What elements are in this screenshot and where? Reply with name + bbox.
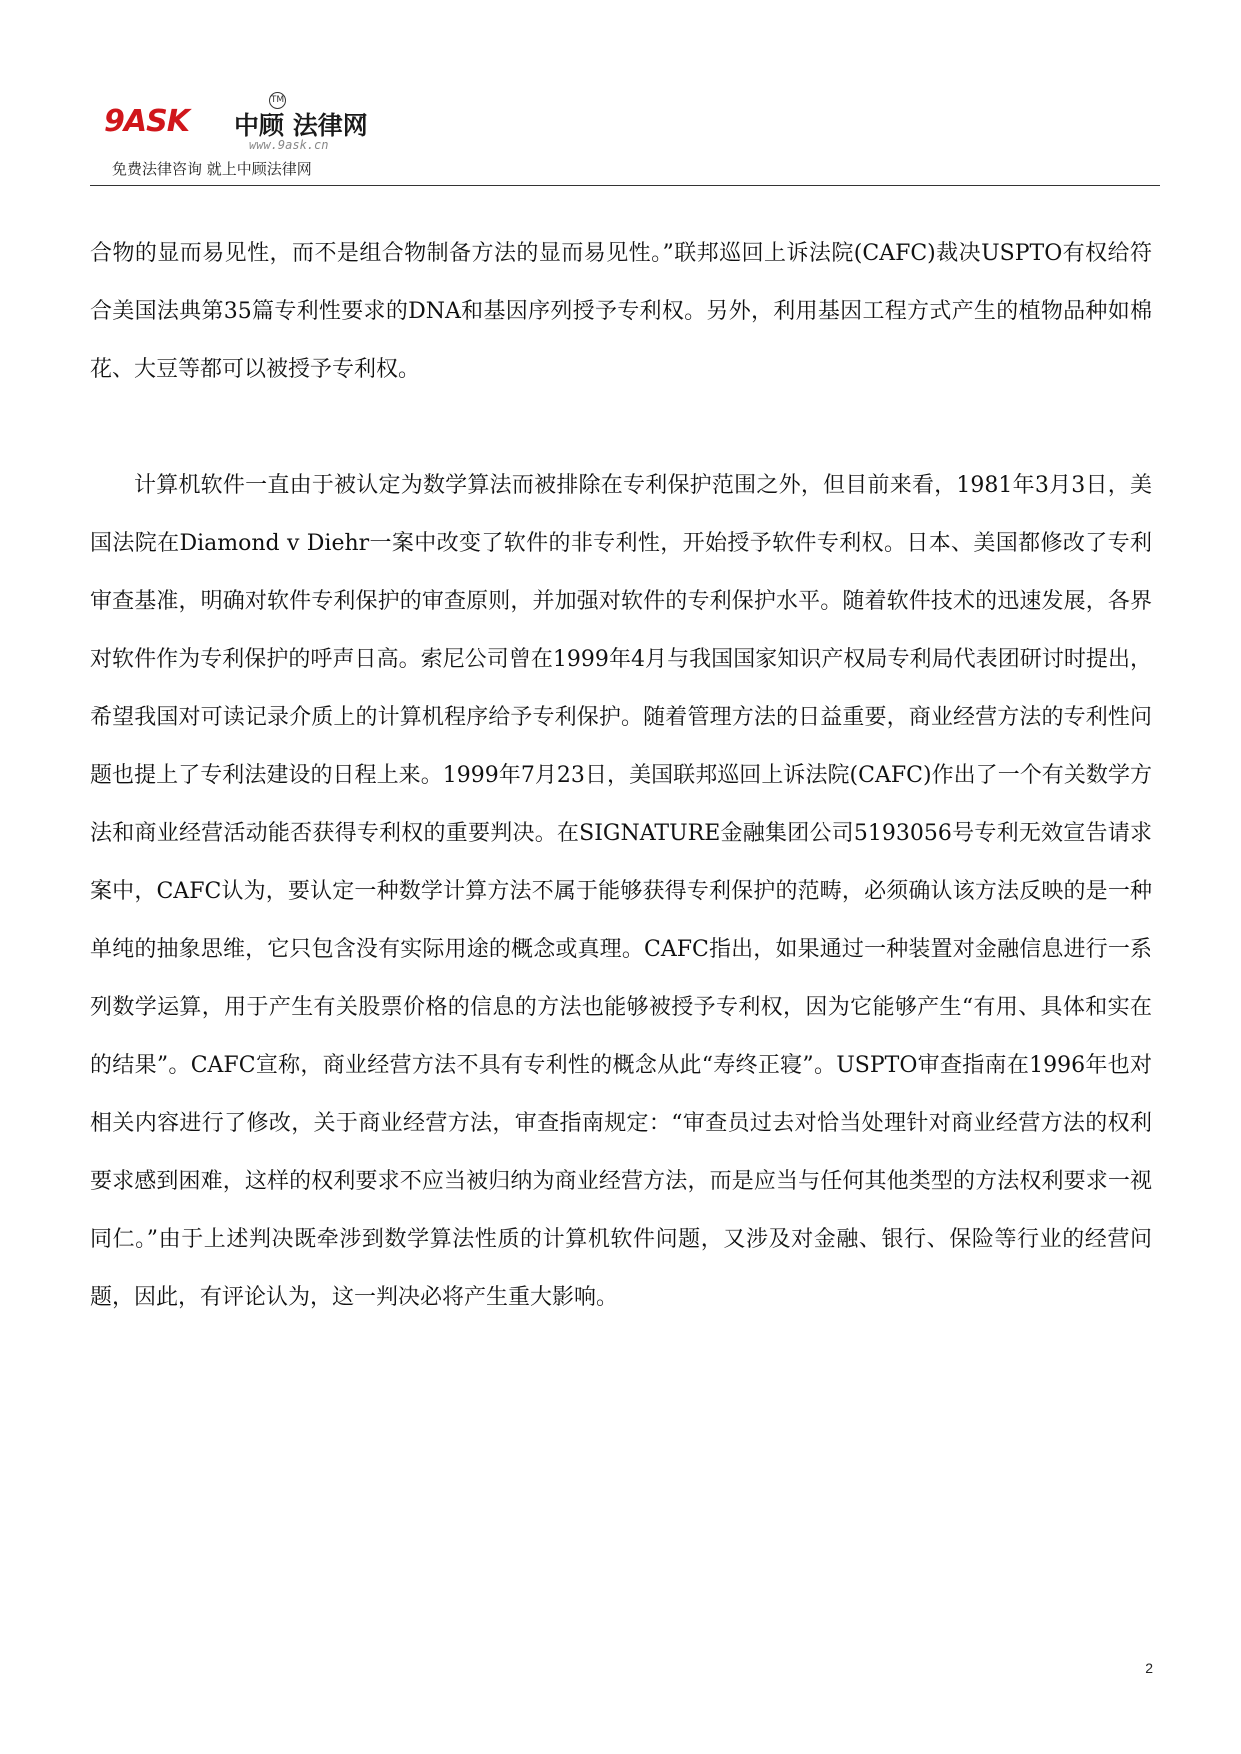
page-number: 2 — [1145, 1660, 1153, 1676]
page-header — [90, 88, 1160, 184]
logo-url: www.9ask.cn — [249, 138, 329, 152]
paragraph-software-patents: 计算机软件一直由于被认定为数学算法而被排除在专利保护范围之外，但目前来看，1981年3月3日，美国法院在Diamond v Diehr一案中改变了软件的非专利性，开始授予软件专利权。日本、美国都修改了专利审查基准，明确对软件专利保护的审查原则，并加强对软件的专利保护水平。随着软件技术的迅速发展，各界对软件作为专利保护的呼声日高。索尼公司曾在1999年4月与我国国家知识产权局专利局代表团研讨时提出，希望我国对可读记录介质上的计算机程序给予专利保护。随着管理方法的日益重要，商业经营方法的专利性问题也提上了专利法建设的日程上来。1999年7月23日，美国联邦巡回上诉法院(CAFC)作出了一个有关数学方法和商业经营活动能否获得专利权的重要判决。在SIGNATURE金融集团公司5193056号专利无效宣告请求案中，CAFC认为，要认定一种数学计算方法不属于能够获得专利保护的范畴，必须确认该方法反映的是一种单纯的抽象思维，它只包含没有实际用途的概念或真理。CAFC指出，如果通过一种装置对金融信息进行一系列数学运算，用于产生有关股票价格的信息的方法也能够被授予专利权，因为它能够产生“有用、具体和实在的结果”。CAFC宣称，商业经营方法不具有专利性的概念从此“寿终正寝”。USPTO审查指南在1996年也对相关内容进行了修改，关于商业经营方法，审查指南规定：“审查员过去对恰当处理针对商业经营方法的权利要求感到困难，这样的权利要求不应当被归纳为商业经营方法，而是应当与任何其他类型的方法权利要求一视同仁。”由于上述判决既牵涉到数学算法性质的计算机软件问题，又涉及对金融、银行、保险等行业的经营问题，因此，有评论认为，这一判决必将产生重大影响。 — [90, 473, 1152, 1310]
header-divider — [90, 185, 1160, 186]
site-logo[interactable] — [104, 88, 444, 184]
logo-slogan: 免费法律咨询 就上中顾法律网 — [112, 160, 312, 178]
trademark-icon: TM — [269, 92, 286, 109]
document-body — [90, 225, 1152, 1327]
logo-chinese-name: 中顾 法律网 — [234, 111, 368, 140]
paragraph-continued: 合物的显而易见性，而不是组合物制备方法的显而易见性。”联邦巡回上诉法院(CAFC)裁决USPTO有权给符合美国法典第35篇专利性要求的DNA和基因序列授予专利权。另外，利用基因工程方式产生的植物品种如棉花、大豆等都可以被授予专利权。 — [90, 241, 1153, 382]
logo-wordmark: 9ASK — [104, 104, 189, 139]
